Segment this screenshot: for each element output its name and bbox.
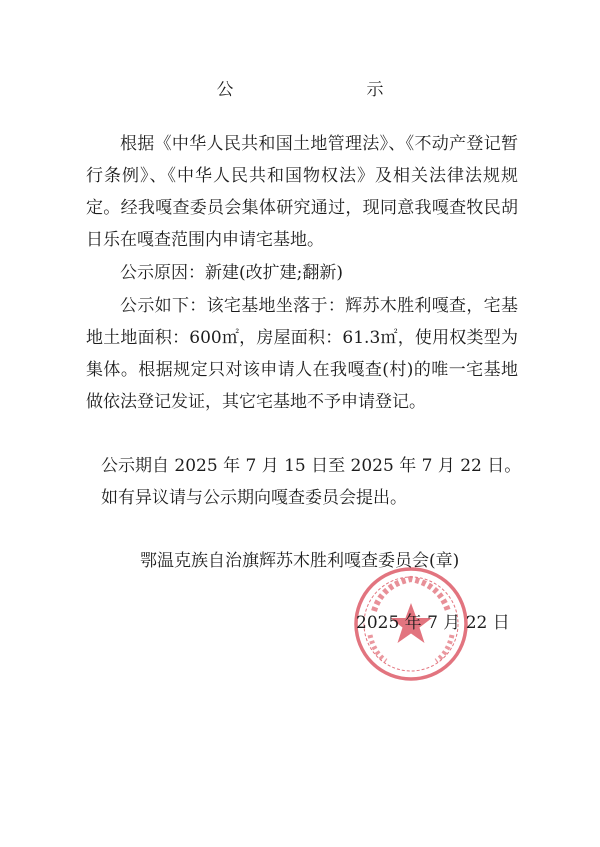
- issuing-organization: 鄂温克族自治旗辉苏木胜利嘎查委员会(章): [140, 551, 460, 571]
- notice-title: 公 示: [216, 80, 442, 100]
- notice-objection: 如有异议请与公示期向嘎查委员会提出。: [101, 488, 407, 508]
- notice-reason: 公示原因：新建(改扩建;翻新): [120, 263, 343, 283]
- issue-date: 2025 年 7 月 22 日: [356, 613, 510, 633]
- notice-details: 公示如下：该宅基地坐落于：辉苏木胜利嘎查，宅基地土地面积：600㎡，房屋面积：61.3㎡，使用权类型为集体。根据规定只对该申请人在我嘎查(村)的唯一宅基地做依法登记发证，其它宅基地不予申请登记。: [86, 296, 518, 412]
- notice-period: 公示期自 2025 年 7 月 15 日至 2025 年 7 月 22 日。: [101, 456, 522, 476]
- notice-paragraph-legal-basis: 根据《中华人民共和国土地管理法》、《不动产登记暂行条例》、《中华人民共和国物权法》及相关法律法规规定。经我嘎查委员会集体研究通过，现同意我嘎查牧民胡日乐在嘎查范围内申请宅基地。: [86, 134, 518, 250]
